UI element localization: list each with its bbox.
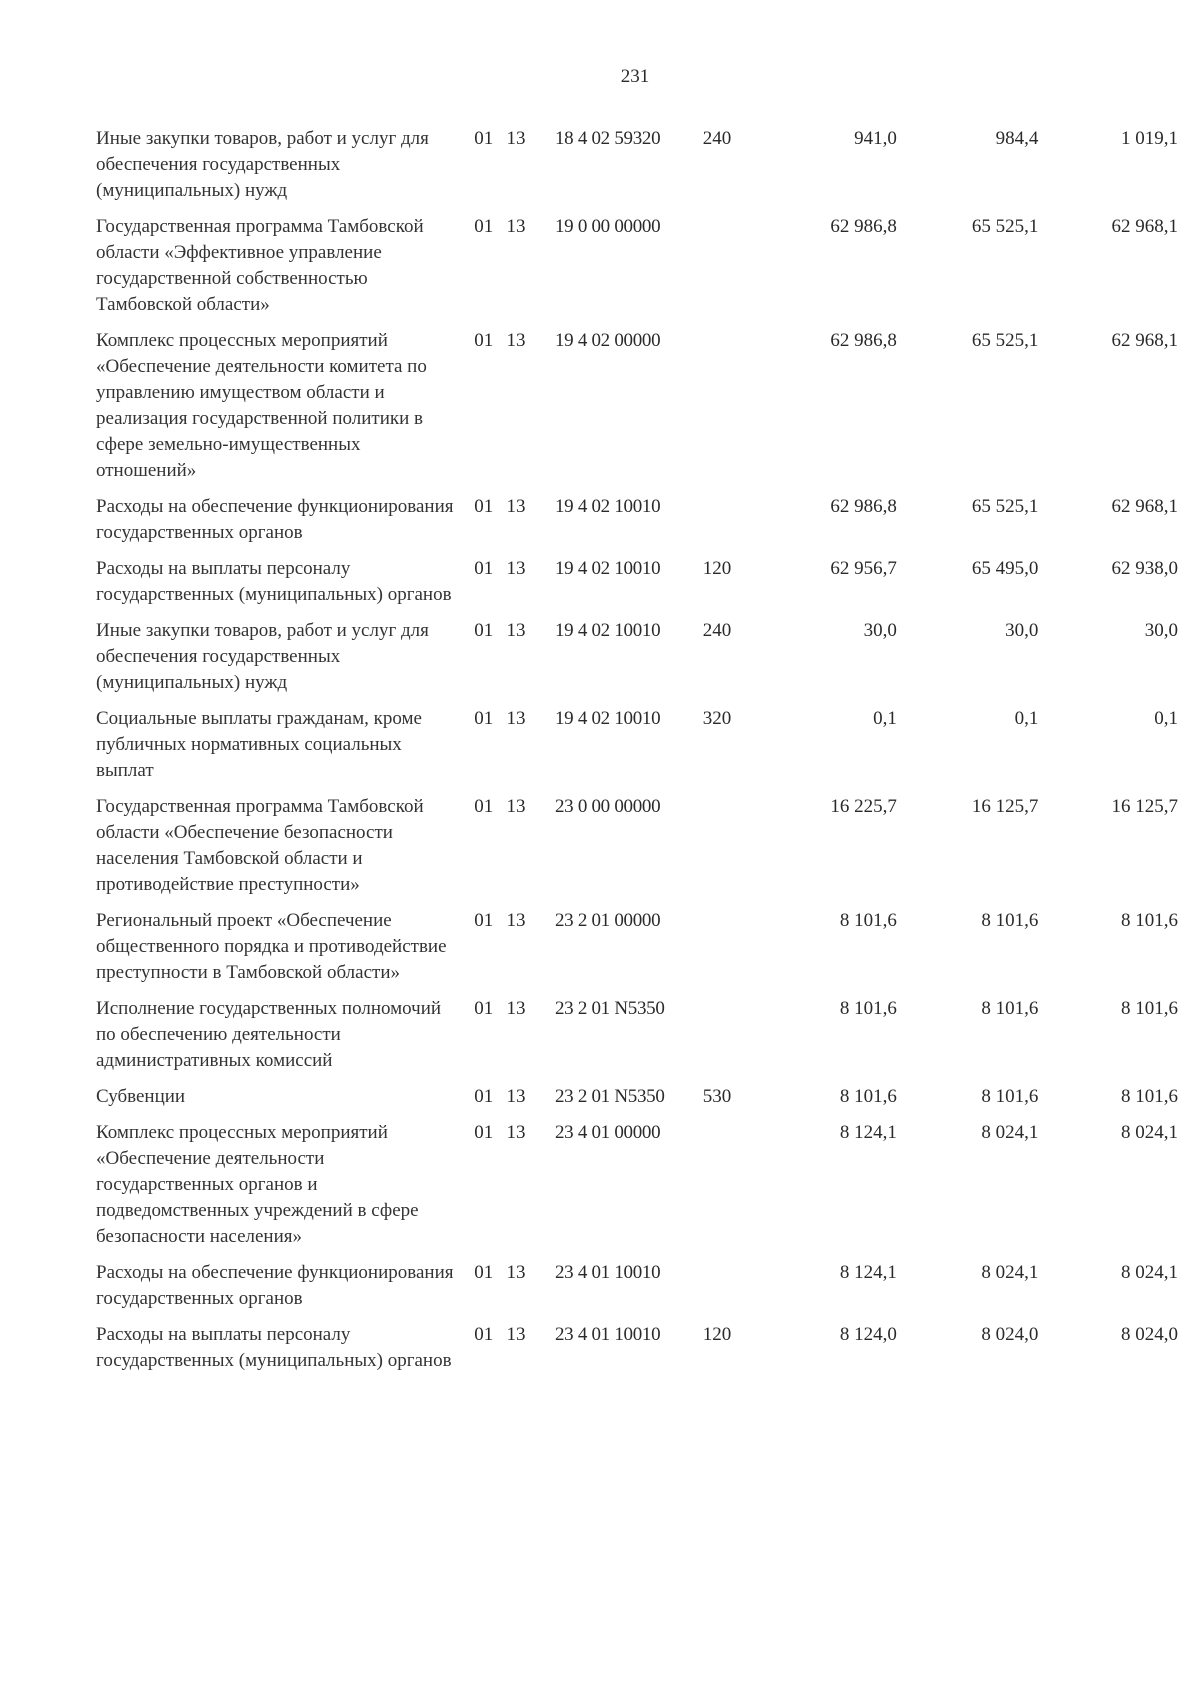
expense-type-code [703,1260,754,1322]
subsection-code: 13 [506,708,526,729]
page-number: 231 [620,66,650,87]
amount-year-1: 62 956,7 [830,558,897,579]
expense-name: Расходы на выплаты персоналу государственных (муниципальных) органов [96,558,452,605]
subsection-code: 13 [506,216,526,237]
amount-year-1: 8 101,6 [839,910,897,931]
table-row [96,214,1178,328]
section-code: 01 [474,1324,494,1345]
budget-table-body [96,126,1178,1384]
amount-year-2: 65 525,1 [971,330,1039,351]
table-row [96,794,1178,908]
amount-year-3: 8 101,6 [1121,998,1178,1019]
expense-name: Расходы на выплаты персоналу государственных (муниципальных) органов [96,1324,452,1371]
expense-type-code: 320 [702,708,732,729]
expense-name: Иные закупки товаров, работ и услуг для обеспечения государственных (муниципальных) нужд [96,620,429,693]
target-article-code: 19 4 02 10010 [554,496,661,517]
subsection-code: 13 [506,910,526,931]
table-row [96,1120,1178,1260]
amount-year-3: 0,1 [1154,708,1178,729]
expense-type-code [703,1120,754,1260]
expense-type-code [703,328,754,494]
subsection-code: 13 [506,796,526,817]
expense-name: Комплекс процессных мероприятий «Обеспечение деятельности комитета по управлению имуществом области и реализация государственной политики в сфере земельно-имущественных отношений» [96,330,427,481]
expense-name: Исполнение государственных полномочий по обеспечению деятельности административных комиссий [96,998,442,1071]
subsection-code: 13 [506,330,526,351]
amount-year-3: 8 024,1 [1121,1262,1178,1283]
amount-year-1: 8 124,1 [839,1262,897,1283]
amount-year-2: 984,4 [995,128,1039,149]
section-code: 01 [474,330,494,351]
amount-year-3: 8 024,0 [1121,1324,1178,1345]
expense-name: Государственная программа Тамбовской области «Обеспечение безопасности населения Тамбовской области и противодействие преступности» [96,796,424,895]
expense-name: Расходы на обеспечение функционирования государственных органов [96,1262,454,1309]
expense-type-code: 530 [702,1086,732,1107]
expense-name: Социальные выплаты гражданам, кроме публичных нормативных социальных выплат [96,708,422,781]
amount-year-2: 8 024,1 [981,1122,1039,1143]
section-code: 01 [474,620,494,641]
table-row [96,996,1178,1084]
subsection-code: 13 [506,998,526,1019]
section-code: 01 [474,1122,494,1143]
amount-year-2: 16 125,7 [971,796,1039,817]
table-row [96,1322,1178,1384]
section-code: 01 [474,216,494,237]
target-article-code: 23 2 01 00000 [554,910,661,931]
section-code: 01 [474,708,494,729]
amount-year-1: 8 124,1 [839,1122,897,1143]
target-article-code: 23 2 01 N5350 [554,998,665,1019]
section-code: 01 [474,1262,494,1283]
table-row [96,328,1178,494]
amount-year-2: 8 101,6 [981,998,1039,1019]
amount-year-2: 8 024,0 [981,1324,1039,1345]
expense-type-code: 120 [702,558,732,579]
amount-year-1: 8 124,0 [839,1324,897,1345]
amount-year-1: 62 986,8 [830,216,897,237]
expense-name: Государственная программа Тамбовской области «Эффективное управление государственной собственностью Тамбовской области» [96,216,424,315]
amount-year-1: 8 101,6 [839,998,897,1019]
target-article-code: 19 4 02 10010 [554,558,661,579]
subsection-code: 13 [506,128,526,149]
expense-name: Расходы на обеспечение функционирования государственных органов [96,496,454,543]
expense-type-code [703,996,754,1084]
amount-year-2: 8 024,1 [981,1262,1039,1283]
expense-name: Субвенции [96,1086,186,1107]
amount-year-3: 1 019,1 [1121,128,1178,149]
section-code: 01 [474,910,494,931]
amount-year-3: 62 968,1 [1111,216,1178,237]
amount-year-3: 8 024,1 [1121,1122,1178,1143]
table-row [96,706,1178,794]
target-article-code: 19 4 02 10010 [554,708,661,729]
target-article-code: 23 0 00 00000 [554,796,661,817]
amount-year-2: 30,0 [1005,620,1039,641]
amount-year-3: 62 968,1 [1111,330,1178,351]
expense-type-code: 120 [702,1324,732,1345]
amount-year-2: 65 525,1 [971,496,1039,517]
section-code: 01 [474,1086,494,1107]
subsection-code: 13 [506,1324,526,1345]
amount-year-1: 62 986,8 [830,496,897,517]
target-article-code: 18 4 02 59320 [554,128,661,149]
expense-type-code [703,214,754,328]
subsection-code: 13 [506,496,526,517]
subsection-code: 13 [506,1262,526,1283]
amount-year-3: 8 101,6 [1121,910,1178,931]
amount-year-3: 30,0 [1144,620,1178,641]
table-row [96,1084,1178,1120]
section-code: 01 [474,796,494,817]
target-article-code: 23 4 01 10010 [554,1262,661,1283]
amount-year-1: 16 225,7 [830,796,897,817]
amount-year-1: 30,0 [863,620,897,641]
amount-year-2: 65 525,1 [971,216,1039,237]
amount-year-2: 0,1 [1014,708,1039,729]
expense-name: Иные закупки товаров, работ и услуг для обеспечения государственных (муниципальных) нужд [96,128,429,201]
subsection-code: 13 [506,1086,526,1107]
target-article-code: 23 4 01 10010 [554,1324,661,1345]
subsection-code: 13 [506,1122,526,1143]
amount-year-3: 8 101,6 [1121,1086,1178,1107]
expense-type-code [703,908,754,996]
budget-table [96,126,1178,1384]
amount-year-1: 62 986,8 [830,330,897,351]
target-article-code: 19 4 02 10010 [554,620,661,641]
section-code: 01 [474,496,494,517]
section-code: 01 [474,998,494,1019]
expense-name: Комплекс процессных мероприятий «Обеспечение деятельности государственных органов и подведомственных учреждений в сфере безопасности населения» [96,1122,419,1247]
target-article-code: 23 4 01 00000 [554,1122,661,1143]
amount-year-3: 16 125,7 [1111,796,1178,817]
target-article-code: 19 0 00 00000 [554,216,661,237]
target-article-code: 19 4 02 00000 [554,330,661,351]
target-article-code: 23 2 01 N5350 [554,1086,665,1107]
table-row [96,126,1178,214]
section-code: 01 [474,558,494,579]
expense-type-code: 240 [702,128,732,149]
amount-year-2: 65 495,0 [971,558,1039,579]
table-row [96,618,1178,706]
expense-type-code: 240 [702,620,732,641]
table-row [96,1260,1178,1322]
subsection-code: 13 [506,558,526,579]
amount-year-2: 8 101,6 [981,910,1039,931]
table-row [96,908,1178,996]
table-row [96,494,1178,556]
expense-name: Региональный проект «Обеспечение общественного порядка и противодействие преступности в Тамбовской области» [96,910,447,983]
section-code: 01 [474,128,494,149]
expense-type-code [703,794,754,908]
amount-year-1: 0,1 [873,708,897,729]
expense-type-code [703,494,754,556]
amount-year-1: 941,0 [854,128,897,149]
amount-year-2: 8 101,6 [981,1086,1039,1107]
amount-year-3: 62 938,0 [1111,558,1178,579]
amount-year-1: 8 101,6 [839,1086,897,1107]
amount-year-3: 62 968,1 [1111,496,1178,517]
table-row [96,556,1178,618]
subsection-code: 13 [506,620,526,641]
